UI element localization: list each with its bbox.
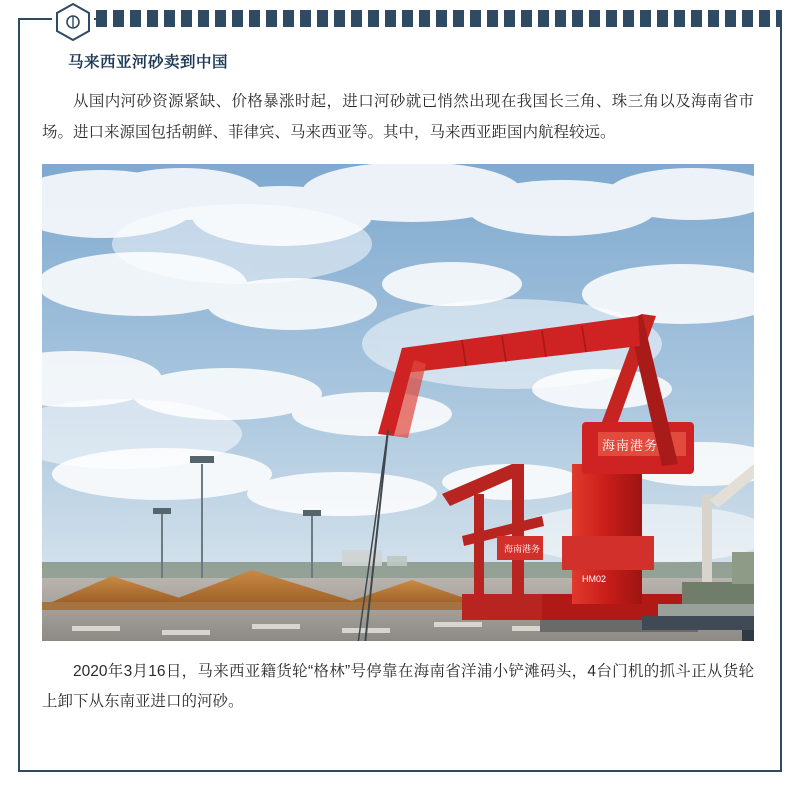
svg-text:HM02: HM02 xyxy=(582,574,607,584)
svg-text:海南港务: 海南港务 xyxy=(602,438,659,453)
figure-image xyxy=(42,164,754,641)
svg-text:海南港务: 海南港务 xyxy=(504,544,541,554)
article-content xyxy=(42,42,758,717)
hexagon-seal-icon xyxy=(52,0,94,46)
page-title: 马来西亚河砂卖到中国 xyxy=(68,54,229,71)
article-paragraph: 从国内河砂资源紧缺、价格暴涨时起，进口河砂就已悄然出现在我国长三角、珠三角以及海南省市场。进口来源国包括朝鲜、菲律宾、马来西亚等。其中，马来西亚距国内航程较远。 xyxy=(42,93,754,141)
figure-caption: 2020年3月16日，马来西亚籍货轮“格林”号停靠在海南省洋浦小铲滩码头，4台门机的抓斗正从货轮上卸下从东南亚进口的河砂。 xyxy=(42,663,754,711)
page-frame-dashes xyxy=(96,10,782,27)
